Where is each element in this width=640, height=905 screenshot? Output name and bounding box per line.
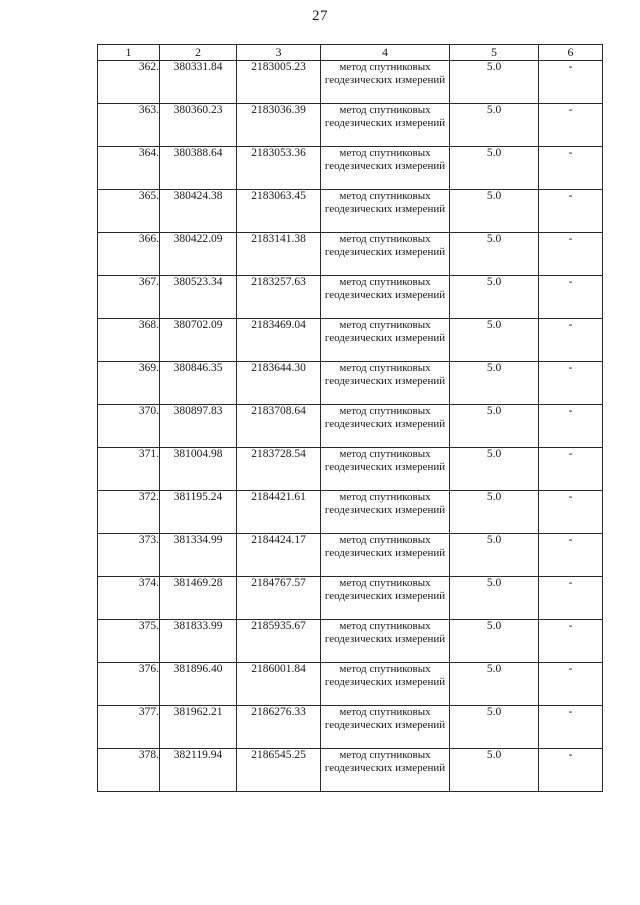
note: - bbox=[539, 749, 603, 792]
accuracy: 5.0 bbox=[450, 706, 539, 749]
table-row bbox=[98, 61, 603, 104]
accuracy: 5.0 bbox=[450, 233, 539, 276]
table-row bbox=[98, 491, 603, 534]
page-number: 27 bbox=[312, 8, 328, 24]
coordinate-y: 2183469.04 bbox=[237, 319, 321, 362]
coordinate-y: 2186001.84 bbox=[237, 663, 321, 706]
note: - bbox=[539, 405, 603, 448]
table-row bbox=[98, 577, 603, 620]
coordinate-x: 381334.99 bbox=[160, 534, 237, 577]
coordinate-y: 2184421.61 bbox=[237, 491, 321, 534]
note: - bbox=[539, 233, 603, 276]
coordinate-x: 380702.09 bbox=[160, 319, 237, 362]
coordinate-x: 381195.24 bbox=[160, 491, 237, 534]
coordinate-y: 2183063.45 bbox=[237, 190, 321, 233]
point-number: 371. bbox=[98, 448, 160, 491]
note: - bbox=[539, 147, 603, 190]
point-number: 373. bbox=[98, 534, 160, 577]
note: - bbox=[539, 706, 603, 749]
column-header: 1 bbox=[98, 45, 160, 61]
coordinate-x: 381004.98 bbox=[160, 448, 237, 491]
coordinate-x: 381896.40 bbox=[160, 663, 237, 706]
coordinate-x: 380523.34 bbox=[160, 276, 237, 319]
column-header: 5 bbox=[450, 45, 539, 61]
coordinate-y: 2184424.17 bbox=[237, 534, 321, 577]
point-number: 367. bbox=[98, 276, 160, 319]
coordinate-x: 380424.38 bbox=[160, 190, 237, 233]
coordinate-y: 2183728.54 bbox=[237, 448, 321, 491]
point-number: 375. bbox=[98, 620, 160, 663]
method: метод спутниковых геодезических измерений bbox=[321, 233, 450, 276]
coordinate-x: 381962.21 bbox=[160, 706, 237, 749]
coordinate-x: 380846.35 bbox=[160, 362, 237, 405]
coordinate-y: 2183257.63 bbox=[237, 276, 321, 319]
note: - bbox=[539, 319, 603, 362]
note: - bbox=[539, 190, 603, 233]
accuracy: 5.0 bbox=[450, 319, 539, 362]
point-number: 365. bbox=[98, 190, 160, 233]
point-number: 374. bbox=[98, 577, 160, 620]
coordinate-x: 380897.83 bbox=[160, 405, 237, 448]
coordinate-y: 2183141.38 bbox=[237, 233, 321, 276]
coordinate-x: 380360.23 bbox=[160, 104, 237, 147]
table-header-row bbox=[98, 45, 603, 61]
point-number: 366. bbox=[98, 233, 160, 276]
method: метод спутниковых геодезических измерений bbox=[321, 534, 450, 577]
table-row bbox=[98, 104, 603, 147]
table-row bbox=[98, 362, 603, 405]
accuracy: 5.0 bbox=[450, 749, 539, 792]
method: метод спутниковых геодезических измерений bbox=[321, 577, 450, 620]
accuracy: 5.0 bbox=[450, 663, 539, 706]
point-number: 376. bbox=[98, 663, 160, 706]
coordinate-y: 2186276.33 bbox=[237, 706, 321, 749]
coordinate-y: 2183644.30 bbox=[237, 362, 321, 405]
column-header: 6 bbox=[539, 45, 603, 61]
coordinate-x: 381469.28 bbox=[160, 577, 237, 620]
coordinate-x: 380422.09 bbox=[160, 233, 237, 276]
coordinate-y: 2183053.36 bbox=[237, 147, 321, 190]
table-row bbox=[98, 706, 603, 749]
table-row bbox=[98, 749, 603, 792]
table-row bbox=[98, 276, 603, 319]
table-row bbox=[98, 147, 603, 190]
accuracy: 5.0 bbox=[450, 362, 539, 405]
coordinate-y: 2184767.57 bbox=[237, 577, 321, 620]
coordinate-x: 382119.94 bbox=[160, 749, 237, 792]
table-row bbox=[98, 319, 603, 362]
note: - bbox=[539, 577, 603, 620]
method: метод спутниковых геодезических измерений bbox=[321, 190, 450, 233]
table-row bbox=[98, 190, 603, 233]
coordinate-x: 380331.84 bbox=[160, 61, 237, 104]
coordinate-y: 2183708.64 bbox=[237, 405, 321, 448]
method: метод спутниковых геодезических измерений bbox=[321, 61, 450, 104]
method: метод спутниковых геодезических измерений bbox=[321, 319, 450, 362]
method: метод спутниковых геодезических измерений bbox=[321, 706, 450, 749]
column-header: 3 bbox=[237, 45, 321, 61]
coordinates-table bbox=[97, 44, 603, 792]
table-row bbox=[98, 405, 603, 448]
method: метод спутниковых геодезических измерений bbox=[321, 104, 450, 147]
accuracy: 5.0 bbox=[450, 61, 539, 104]
coordinate-x: 381833.99 bbox=[160, 620, 237, 663]
note: - bbox=[539, 448, 603, 491]
point-number: 370. bbox=[98, 405, 160, 448]
table-row bbox=[98, 233, 603, 276]
note: - bbox=[539, 620, 603, 663]
accuracy: 5.0 bbox=[450, 405, 539, 448]
note: - bbox=[539, 362, 603, 405]
note: - bbox=[539, 491, 603, 534]
note: - bbox=[539, 276, 603, 319]
accuracy: 5.0 bbox=[450, 620, 539, 663]
accuracy: 5.0 bbox=[450, 534, 539, 577]
column-header: 4 bbox=[321, 45, 450, 61]
coordinate-y: 2183036.39 bbox=[237, 104, 321, 147]
accuracy: 5.0 bbox=[450, 491, 539, 534]
point-number: 364. bbox=[98, 147, 160, 190]
method: метод спутниковых геодезических измерений bbox=[321, 749, 450, 792]
point-number: 362. bbox=[98, 61, 160, 104]
accuracy: 5.0 bbox=[450, 276, 539, 319]
point-number: 372. bbox=[98, 491, 160, 534]
method: метод спутниковых геодезических измерений bbox=[321, 491, 450, 534]
method: метод спутниковых геодезических измерений bbox=[321, 620, 450, 663]
method: метод спутниковых геодезических измерений bbox=[321, 276, 450, 319]
coordinate-x: 380388.64 bbox=[160, 147, 237, 190]
method: метод спутниковых геодезических измерений bbox=[321, 405, 450, 448]
note: - bbox=[539, 663, 603, 706]
point-number: 377. bbox=[98, 706, 160, 749]
table-row bbox=[98, 448, 603, 491]
accuracy: 5.0 bbox=[450, 577, 539, 620]
accuracy: 5.0 bbox=[450, 190, 539, 233]
accuracy: 5.0 bbox=[450, 448, 539, 491]
point-number: 363. bbox=[98, 104, 160, 147]
note: - bbox=[539, 104, 603, 147]
method: метод спутниковых геодезических измерений bbox=[321, 147, 450, 190]
note: - bbox=[539, 61, 603, 104]
method: метод спутниковых геодезических измерений bbox=[321, 362, 450, 405]
coordinate-y: 2185935.67 bbox=[237, 620, 321, 663]
table-row bbox=[98, 534, 603, 577]
accuracy: 5.0 bbox=[450, 104, 539, 147]
point-number: 368. bbox=[98, 319, 160, 362]
method: метод спутниковых геодезических измерений bbox=[321, 448, 450, 491]
point-number: 378. bbox=[98, 749, 160, 792]
table-row bbox=[98, 663, 603, 706]
table-row bbox=[98, 620, 603, 663]
note: - bbox=[539, 534, 603, 577]
coordinate-y: 2186545.25 bbox=[237, 749, 321, 792]
method: метод спутниковых геодезических измерений bbox=[321, 663, 450, 706]
column-header: 2 bbox=[160, 45, 237, 61]
point-number: 369. bbox=[98, 362, 160, 405]
coordinate-y: 2183005.23 bbox=[237, 61, 321, 104]
accuracy: 5.0 bbox=[450, 147, 539, 190]
